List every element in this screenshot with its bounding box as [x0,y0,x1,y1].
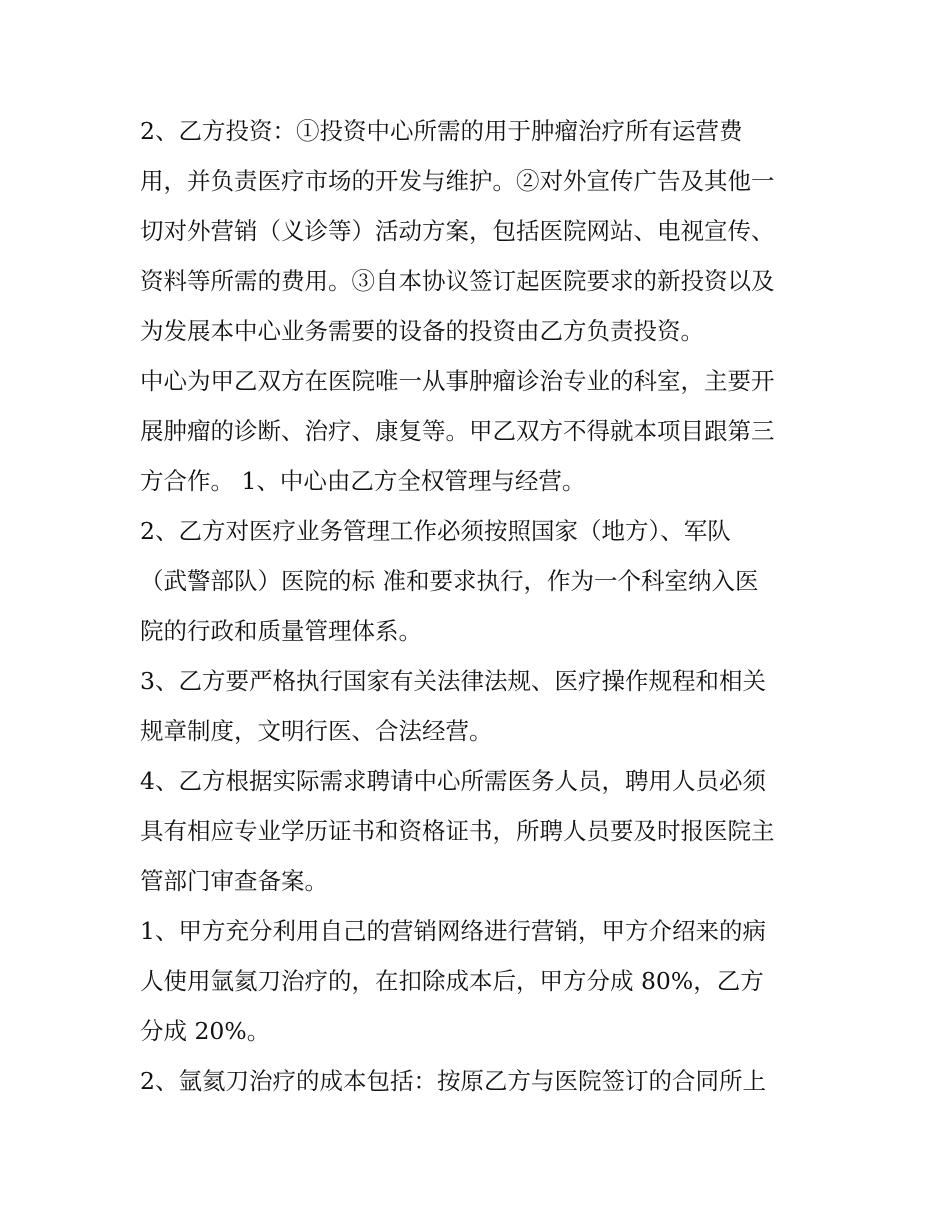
text-line: 人使用氩氦刀治疗的，在扣除成本后，甲方分成 80%，乙方 [140,967,764,995]
text-line: 分成 20%。 [140,1017,271,1045]
text-line: 2、氩氦刀治疗的成本包括：按原乙方与医院签订的合同所上 [140,1067,766,1095]
text-line: 切对外营销（义诊等）活动方案，包括医院网站、电视宣传、 [140,217,775,245]
paragraph-legal-compliance [140,656,820,756]
text-line: 4、乙方根据实际需求聘请中心所需医务人员，聘用人员必须 [140,767,766,795]
text-line: 展肿瘤的诊断、治疗、康复等。甲乙双方不得就本项目跟第三 [140,417,775,445]
text-line: 中心为甲乙双方在医院唯一从事肿瘤诊治专业的科室，主要开 [140,367,775,395]
text-line: 具有相应专业学历证书和资格证书，所聘人员要及时报医院主 [140,817,775,845]
document-body [140,106,820,1106]
text-line: 方合作。 1、中心由乙方全权管理与经营。 [140,467,586,495]
text-line: 2、乙方投资：①投资中心所需的用于肿瘤治疗所有运营费 [140,117,743,145]
paragraph-revenue-share [140,906,820,1056]
text-line: 用，并负责医疗市场的开发与维护。②对外宣传广告及其他一 [140,167,775,195]
text-line: 规章制度，文明行医、合法经营。 [140,717,493,745]
paragraph-staff-hiring [140,756,820,906]
text-line: 1、甲方充分利用自己的营销网络进行营销，甲方介绍来的病 [140,917,766,945]
text-line: 管部门审查备案。 [140,867,328,895]
paragraph-investment [140,106,820,356]
text-line: 2、乙方对医疗业务管理工作必须按照国家（地方）、军队 [140,517,731,545]
text-line: （武警部队）医院的标 准和要求执行，作为一个科室纳入医 [140,567,759,595]
paragraph-center-scope [140,356,820,506]
text-line: 3、乙方要严格执行国家有关法律法规、医疗操作规程和相关 [140,667,766,695]
text-line: 为发展本中心业务需要的设备的投资由乙方负责投资。 [140,317,704,345]
text-line: 资料等所需的费用。③自本协议签订起医院要求的新投资以及 [140,267,775,295]
text-line: 院的行政和质量管理体系。 [140,617,422,645]
paragraph-management-standards [140,506,820,656]
paragraph-treatment-cost [140,1056,820,1106]
